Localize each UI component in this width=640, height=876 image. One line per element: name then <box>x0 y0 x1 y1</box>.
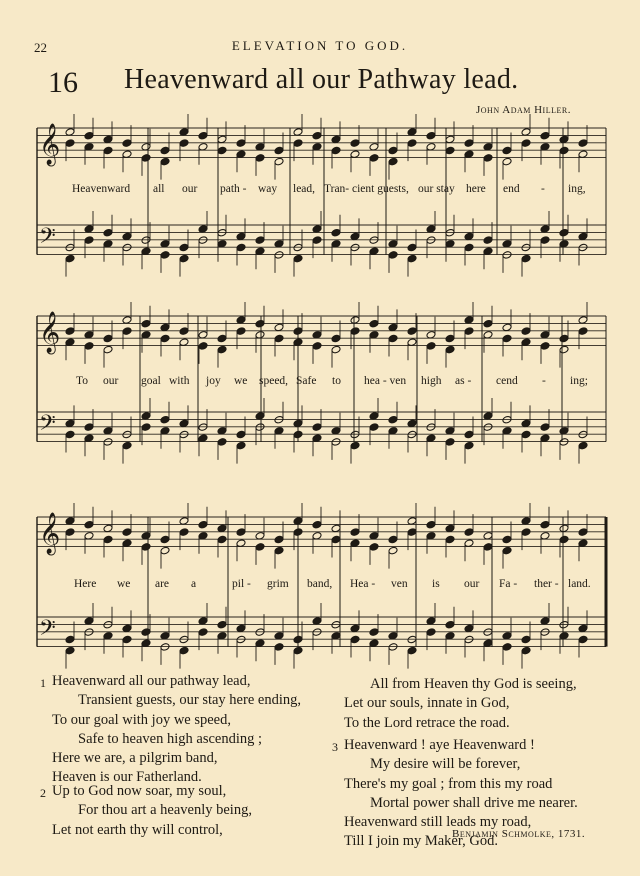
note-head <box>407 646 417 655</box>
note-head <box>236 139 246 148</box>
note-head <box>540 520 550 529</box>
lyric-syllable: a <box>191 578 197 590</box>
note-head <box>331 535 341 544</box>
note-head <box>502 643 512 652</box>
note-head <box>369 628 379 637</box>
note-head <box>331 228 341 237</box>
note-head <box>312 131 322 140</box>
note-head <box>350 327 360 336</box>
lyric-syllable: - <box>542 375 546 387</box>
lyric-syllable: with <box>169 375 190 387</box>
lyric-syllable: Heavenward <box>72 183 131 195</box>
verse-line: Safe to heaven high ascending ; <box>78 730 263 747</box>
lyric-syllable: ing, <box>568 183 586 195</box>
note-head <box>445 146 455 155</box>
note-head <box>559 228 569 237</box>
note-head <box>331 345 341 354</box>
note-head <box>160 334 170 343</box>
note-head <box>274 643 284 652</box>
lyric-syllable: to <box>332 375 341 387</box>
note-head <box>65 528 75 537</box>
note-head <box>84 423 94 432</box>
note-head <box>103 345 113 354</box>
note-head <box>331 146 341 155</box>
note-head <box>179 327 189 336</box>
lyric-syllable: land. <box>568 578 591 590</box>
note-head <box>217 334 227 343</box>
note-head <box>426 342 436 351</box>
note-head <box>293 327 303 336</box>
note-head <box>274 146 284 155</box>
note-head <box>236 327 246 336</box>
note-head <box>483 154 493 163</box>
note-head <box>559 345 569 354</box>
note-head <box>445 438 455 447</box>
note-head <box>540 423 550 432</box>
note-head <box>198 131 208 140</box>
note-head <box>122 528 132 537</box>
note-head <box>255 319 265 328</box>
note-head <box>141 319 151 328</box>
composer-credit: John Adam Hiller. <box>476 104 571 116</box>
note-head <box>179 254 189 263</box>
note-head <box>559 334 569 343</box>
note-head <box>521 139 531 148</box>
note-head <box>445 620 455 629</box>
note-head <box>122 139 132 148</box>
verse-line: Till I join my Maker, God. <box>344 833 498 850</box>
note-head <box>388 334 398 343</box>
note-head <box>464 528 474 537</box>
lyric-syllable: Here <box>74 578 97 590</box>
lyric-syllable: Tran- <box>324 183 350 195</box>
note-head <box>578 635 588 644</box>
verse-line: Transient guests, our stay here ending, <box>78 692 301 709</box>
hymn-number: 16 <box>48 66 78 99</box>
clef-glyphs <box>39 123 60 646</box>
note-head <box>483 319 493 328</box>
note-head <box>293 254 303 263</box>
lyric-syllable: Hea - <box>350 578 376 590</box>
note-head <box>65 254 75 263</box>
note-head <box>521 635 531 644</box>
bass-clef-icon: 𝄢 <box>39 224 56 254</box>
note-head <box>388 146 398 155</box>
note-head <box>255 154 265 163</box>
lyric-syllable: high <box>421 375 442 387</box>
note-head <box>274 535 284 544</box>
note-head <box>217 146 227 155</box>
note-head <box>559 146 569 155</box>
lyric-syllable: hea - ven <box>364 375 407 387</box>
note-head <box>388 415 398 424</box>
lyric-syllable: we <box>117 578 131 590</box>
note-head <box>179 528 189 537</box>
stanza-number: 3 <box>332 740 338 754</box>
note-head <box>464 139 474 148</box>
note-head <box>160 415 170 424</box>
note-head <box>388 535 398 544</box>
lyric-syllable: Fa - <box>499 578 518 590</box>
note-head <box>464 327 474 336</box>
note-head <box>559 535 569 544</box>
verse-line: To the Lord retrace the road. <box>344 714 510 731</box>
note-head <box>217 535 227 544</box>
verse-line: To our goal with joy we speed, <box>52 711 231 728</box>
note-head <box>65 430 75 439</box>
note-head <box>578 441 588 450</box>
lyric-syllable: To <box>76 375 88 387</box>
note-head <box>141 628 151 637</box>
note-head <box>160 146 170 155</box>
staff-lines <box>37 128 606 647</box>
stanza-number: 2 <box>40 786 46 800</box>
note-head <box>540 342 550 351</box>
note-head <box>540 236 550 245</box>
note-head <box>464 243 474 252</box>
note-head <box>464 441 474 450</box>
verse-line: Let our souls, innate in God, <box>344 695 510 712</box>
stanza-1 <box>40 672 301 788</box>
note-head <box>103 228 113 237</box>
note-head <box>179 646 189 655</box>
treble-clef-icon: 𝄞 <box>39 513 61 554</box>
note-head <box>483 236 493 245</box>
note-head <box>369 543 379 552</box>
note-head <box>293 646 303 655</box>
note-head <box>293 139 303 148</box>
note-head <box>217 345 227 354</box>
note-head <box>160 251 170 260</box>
note-head <box>369 423 379 432</box>
lyric-syllable: our stay <box>418 183 455 195</box>
note-head <box>65 327 75 336</box>
verse-line: Up to God now soar, my soul, <box>52 783 227 799</box>
note-head <box>350 139 360 148</box>
note-head <box>122 327 132 336</box>
note-head <box>350 441 360 450</box>
note-head <box>445 535 455 544</box>
note-head <box>255 543 265 552</box>
note-head <box>274 546 284 555</box>
note-head <box>236 528 246 537</box>
verse-line: Heaven is our Fatherland. <box>52 769 202 786</box>
stanza-2 <box>40 782 252 840</box>
note-head <box>255 236 265 245</box>
note-head <box>274 157 284 166</box>
lyric-syllable: Safe <box>296 375 317 387</box>
note-head <box>521 327 531 336</box>
lyric-syllable: way <box>258 183 278 195</box>
note-head <box>521 254 531 263</box>
note-head <box>388 546 398 555</box>
verse-line: My desire will be forever, <box>370 756 521 773</box>
note-head <box>369 319 379 328</box>
note-head <box>65 139 75 148</box>
note-head <box>198 520 208 529</box>
note-head <box>426 628 436 637</box>
note-head <box>350 528 360 537</box>
verse-line: Mortal power shall drive me nearer. <box>370 794 578 811</box>
note-head <box>160 157 170 166</box>
verse-line: Heavenward still leads my road, <box>344 814 532 831</box>
lyric-syllable: lead, <box>293 183 316 195</box>
note-head <box>84 131 94 140</box>
note-head <box>312 342 322 351</box>
note-head <box>464 430 474 439</box>
note-head <box>84 236 94 245</box>
verse-line: Heavenward all our pathway lead, <box>52 673 251 689</box>
note-head <box>141 423 151 432</box>
verse-line: Let not earth thy will control, <box>52 821 223 838</box>
note-head <box>160 535 170 544</box>
lyric-syllable: as - <box>455 375 472 387</box>
note-head <box>312 520 322 529</box>
note-head <box>388 251 398 260</box>
note-head <box>236 430 246 439</box>
barlines <box>37 128 606 647</box>
lyric-syllable: our <box>182 183 198 195</box>
note-head <box>179 243 189 252</box>
note-head <box>65 646 75 655</box>
note-head <box>502 334 512 343</box>
verse-line: There's my goal ; from this my road <box>344 775 553 792</box>
lyric-syllable: grim <box>267 578 289 590</box>
note-head <box>578 528 588 537</box>
lyric-syllable: are <box>155 578 170 590</box>
note-head <box>407 327 417 336</box>
lyric-syllable: here <box>466 183 486 195</box>
lyric-syllable: pil - <box>232 578 251 590</box>
note-head <box>103 146 113 155</box>
note-head <box>521 646 531 655</box>
note-head <box>103 535 113 544</box>
note-head <box>141 154 151 163</box>
note-head <box>293 430 303 439</box>
lyric-syllable: path - <box>220 183 247 195</box>
note-head <box>217 438 227 447</box>
lyric-syllable: is <box>432 578 440 590</box>
note-head <box>84 342 94 351</box>
stanza-2-continued <box>344 675 577 733</box>
note-head <box>502 535 512 544</box>
treble-clef-icon: 𝄞 <box>39 312 61 353</box>
lyric-syllable: all <box>153 183 165 195</box>
note-head <box>445 345 455 354</box>
author-credit: Benjamin Schmolke, 1731. <box>452 828 586 840</box>
bass-clef-icon: 𝄢 <box>39 411 56 441</box>
lyric-syllable: band, <box>307 578 333 590</box>
lyric-syllable: goal <box>141 375 161 387</box>
note-head <box>103 334 113 343</box>
lyric-syllable: speed, <box>259 375 289 387</box>
note-head <box>179 139 189 148</box>
treble-clef-icon: 𝄞 <box>39 124 61 165</box>
lyric-syllable: ing; <box>570 375 588 387</box>
note-head <box>407 254 417 263</box>
lyric-syllable: - <box>541 183 545 195</box>
note-head <box>122 635 132 644</box>
note-head <box>521 528 531 537</box>
note-head <box>502 157 512 166</box>
bass-clef-icon: 𝄢 <box>39 616 56 646</box>
note-head <box>84 520 94 529</box>
note-head <box>198 628 208 637</box>
lyric-syllable: ther - <box>534 578 559 590</box>
note-head <box>426 520 436 529</box>
note-head <box>331 334 341 343</box>
note-head <box>407 528 417 537</box>
note-head <box>578 327 588 336</box>
note-head <box>521 430 531 439</box>
note-head <box>312 423 322 432</box>
note-head <box>369 154 379 163</box>
note-head <box>160 546 170 555</box>
note-head <box>274 334 284 343</box>
verse-line: All from Heaven thy God is seeing, <box>370 676 577 692</box>
note-head <box>217 620 227 629</box>
lyric-syllable: joy <box>206 375 221 387</box>
note-head <box>502 546 512 555</box>
lyric-syllable: we <box>234 375 248 387</box>
note-head <box>312 236 322 245</box>
note-head <box>198 342 208 351</box>
note-head <box>122 441 132 450</box>
note-head <box>65 635 75 644</box>
verse-line: Here we are, a pilgrim band, <box>52 750 218 767</box>
verse-line: Heavenward ! aye Heavenward ! <box>344 737 535 753</box>
verse-line: For thou art a heavenly being, <box>78 802 252 819</box>
lyric-syllable: our <box>464 578 480 590</box>
note-head <box>236 441 246 450</box>
note-head <box>236 243 246 252</box>
lyric-syllable: ven <box>391 578 408 590</box>
lyric-syllable: cient guests, <box>352 183 409 195</box>
lyric-syllable: cend <box>496 375 518 387</box>
note-head <box>407 243 417 252</box>
note-head <box>502 146 512 155</box>
running-head: ELEVATION TO GOD. <box>231 38 409 53</box>
note-head <box>350 635 360 644</box>
note-head <box>483 543 493 552</box>
lyric-syllable: our <box>103 375 119 387</box>
note-head <box>445 334 455 343</box>
hymn-title: Heavenward all our Pathway lead. <box>124 64 519 95</box>
note-head <box>407 139 417 148</box>
note-head <box>426 131 436 140</box>
note-head <box>293 528 303 537</box>
note-head <box>141 543 151 552</box>
note-head <box>578 139 588 148</box>
stanza-number: 1 <box>40 676 46 690</box>
page-number: 22 <box>34 40 47 55</box>
note-head <box>293 635 303 644</box>
note-head <box>388 157 398 166</box>
note-head <box>540 131 550 140</box>
lyric-syllable: end <box>503 183 520 195</box>
